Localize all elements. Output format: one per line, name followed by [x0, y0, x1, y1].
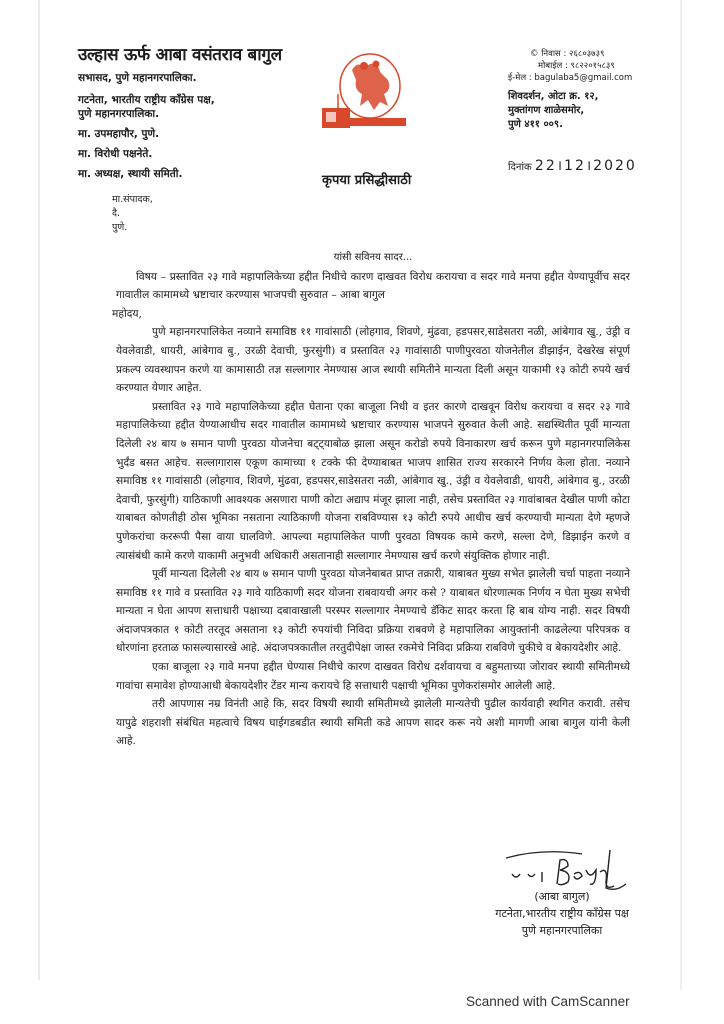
sender-designation: गटनेता, भारतीय राष्ट्रीय काँग्रेस पक्ष,: [78, 94, 215, 106]
mobile-number: मोबाईल : ९८२२०१५८३९: [538, 61, 615, 71]
recipient-line: दै.: [112, 208, 121, 219]
address-line: शिवदर्शन, ओटा क्र. १२,: [508, 91, 599, 102]
paragraph: पुणे महानगरपालिकेत नव्याने समाविष्ठ ११ गावांसाठी (लोहगाव, शिवणे, मुंढवा, हडपसर,साडेसतरा नळी, आंबेगाव खु., उंड्री व येवलेवाडी, धायरी, आंबेगाव बु., उरळी देवाची, फुरसुंगी) व प्रस्तावित २३ गावांसाठी पाणीपुरवठा योजनेतील डीझाईन, देखरेख संपूर्ण प्रकल्प व्यवस्थापन करणे या कामासाठी तज्ञ सल्लागार नेमण्यास आज स्थायी समितीने मान्यता दिली असून याकामी १३ कोटी रुपये खर्च करण्यात येणार आहेत.: [116, 326, 630, 395]
greeting: यांसी सविनय सादर...: [333, 252, 413, 263]
scan-page-edge: [38, 0, 40, 980]
scan-page-edge: [680, 0, 682, 990]
email-address: ई-मेल : bagulaba5@gmail.com: [508, 73, 633, 83]
party-emblem-icon: [318, 50, 414, 130]
letterhead-sender: [78, 42, 308, 187]
paragraph: प्रस्तावित २३ गावे महापालिकेच्या हद्दीत घेताना एका बाजूला निधी व इतर कारणे दाखवून विरोध करायचा व सदर २३ गावे महापालिकेच्या हद्दीत येण्याआधीच सदर गावातील कामामध्ये भ्रष्टाचार करण्यास भाजपने सुरुवात केली आहे. सद्यस्थितीत पूर्वी मान्यता दिलेली २४ बाय ७ समान पाणी पुरवठा योजनेचा बट्ट्याबोळ झाला असून करोडो रुपये विनाकारण खर्च करून पुणे महानगरपालिकेस भुर्दंड बसत आहेच. सल्लागारास एकूण कामाच्या १ टक्के फी देण्याबाबत भाजप शासित राज्य सरकारने निर्णय केला होता. नव्याने समाविष्ठ ११ गावांसाठी (लोहगाव, शिवणे, मुंढवा, हडपसर,साडेसतरा नळी, आंबेगाव खु., उंड्री व येवलेवाडी, धायरी, आंबेगाव बु., उरळी देवाची, फुरसुंगी) याठिकाणी आवश्यक असणारा पाणी कोटा अद्याप मंजूर झाला नाही, तसेच प्रस्तावित २३ गावांबाबत देखील पाणी कोटा याबाबत कोणतीही ठोस भूमिका नसताना त्याठिकाणी योजना राबविण्यास १३ कोटी रुपये आधीच खर्च करण्याची मान्यता देणे म्हणजे पुणेकरांचा कररूपी पैसा वाया घालविणे. आपल्या महापालिकेत पाणी पुरवठा विषयक कामे करणे, सल्ला देणे, डिझाईन करणे व त्यासंबंधी कामे करणे याकामी अनुभवी अधिकारी असतानाही सल्लागार नेमण्यास खर्च करणे संयुक्तिक होणार नाही.: [116, 400, 630, 562]
subject-line: विषय – प्रस्तावित २३ गावे महापालिकेच्या हद्दीत निधीचे कारण दाखवत विरोध करायचा व सदर गावे मनपा हद्दीत येण्यापूर्वीच सदर गावातील कामामध्ये भ्रष्टाचार करण्यास भाजपची सुरुवात – आबा बागुल: [116, 270, 630, 302]
address-line: पुणे ४११ ००९.: [508, 119, 563, 130]
postal-address: [508, 90, 678, 132]
letter-body: [112, 249, 630, 751]
recipient-line: पुणे.: [112, 222, 128, 233]
sender-designation: मा. अध्यक्ष, स्थायी समिती.: [78, 168, 183, 180]
recipient-block: [112, 193, 153, 235]
salutation: महोदय,: [112, 307, 142, 320]
sender-designation: सभासद, पुणे महानगरपालिका.: [78, 72, 197, 84]
date-value: 22।12।2020: [534, 158, 637, 174]
paragraph: तरी आपणास नम्र विनंती आहे कि, सदर विषयी स्थायी समितीमध्ये झालेली मान्यतेची पुढील कार्यवाही स्थगित करावी. तसेच यापुढे शहराशी संबंधित महत्वाचे विषय घाईगडबडीत स्थायी समिती कडे आपण सादर करू नये अशी मागणी आबा बागुल यांनी केली आहे.: [116, 698, 630, 748]
sender-designation: पुणे महानगरपालिका.: [78, 108, 160, 120]
paragraph: एका बाजूला २३ गावे मनपा हद्दीत घेण्यास निधीचे कारण दाखवत विरोध दर्शवायचा व बहुमताच्या जोरावर स्थायी समितीमध्ये गावांचा समावेश होण्याआधी बेकायदेशीर टेंडर मान्य करायचे हि सत्ताधारी पक्षाची भूमिका पुणेकरांसमोर आलेली आहे.: [116, 661, 630, 692]
address-line: मुक्तांगण शाळेसमोर,: [508, 105, 585, 116]
signatory-title: गटनेता,भारतीय राष्ट्रीय काँग्रेस पक्ष: [495, 907, 629, 920]
sender-designation: मा. उपमहापौर, पुणे.: [78, 128, 160, 140]
recipient-line: मा.संपादक,: [112, 194, 153, 205]
residence-phone: © निवास : २६८०३७३९: [530, 49, 605, 59]
sender-name: उल्हास ऊर्फ आबा वसंतराव बागुल: [78, 45, 282, 65]
signatory-name: (आबा बागुल): [534, 890, 590, 903]
handwritten-signature: [462, 852, 662, 888]
paragraph: पूर्वी मान्यता दिलेली २४ बाय ७ समान पाणी पुरवठा योजनेबाबत प्राप्त तक्रारी, याबाबत मुख्य सभेत झालेली चर्चा पाहता नव्याने समाविष्ठ ११ गावे व प्रस्तावित २३ गावे याठिकाणी सदर योजना राबवायची अगर कसे ? याबाबत धोरणात्मक निर्णय न घेता मुख्य सभेची मान्यता न घेता आपण सत्ताधारी पक्षाच्या दबावाखाली परस्पर सल्लागार नेमण्याचे डॅकिट सादर करता हि बाब योग्य नाही. सदर विषयी अंदाजपत्रकात १ कोटी तरतूद असताना १३ कोटी रुपयांची निविदा प्रक्रिया राबवणे हे महापालिका आयुक्तांनी काढलेल्या परिपत्रक व धोरणांना हरताळ फासल्यासारखे आहे. अंदाजपत्रकातील तरतुदीपेक्षा जास्त रकमेचे निविदा प्रक्रिया राबविणे चुकीचे व बेकायदेशीर आहे.: [116, 568, 630, 655]
sender-designation: मा. विरोधी पक्षनेते.: [78, 148, 153, 160]
date-label: दिनांक: [508, 162, 532, 173]
scanner-watermark: Scanned with CamScanner: [466, 994, 630, 1009]
signatory-org: पुणे महानगरपालिका: [521, 924, 603, 937]
signature-block: [462, 852, 662, 939]
contact-block: [508, 48, 678, 175]
press-release-heading: कृपया प्रसिद्धीसाठी: [322, 173, 412, 188]
letter-date: [508, 156, 678, 175]
